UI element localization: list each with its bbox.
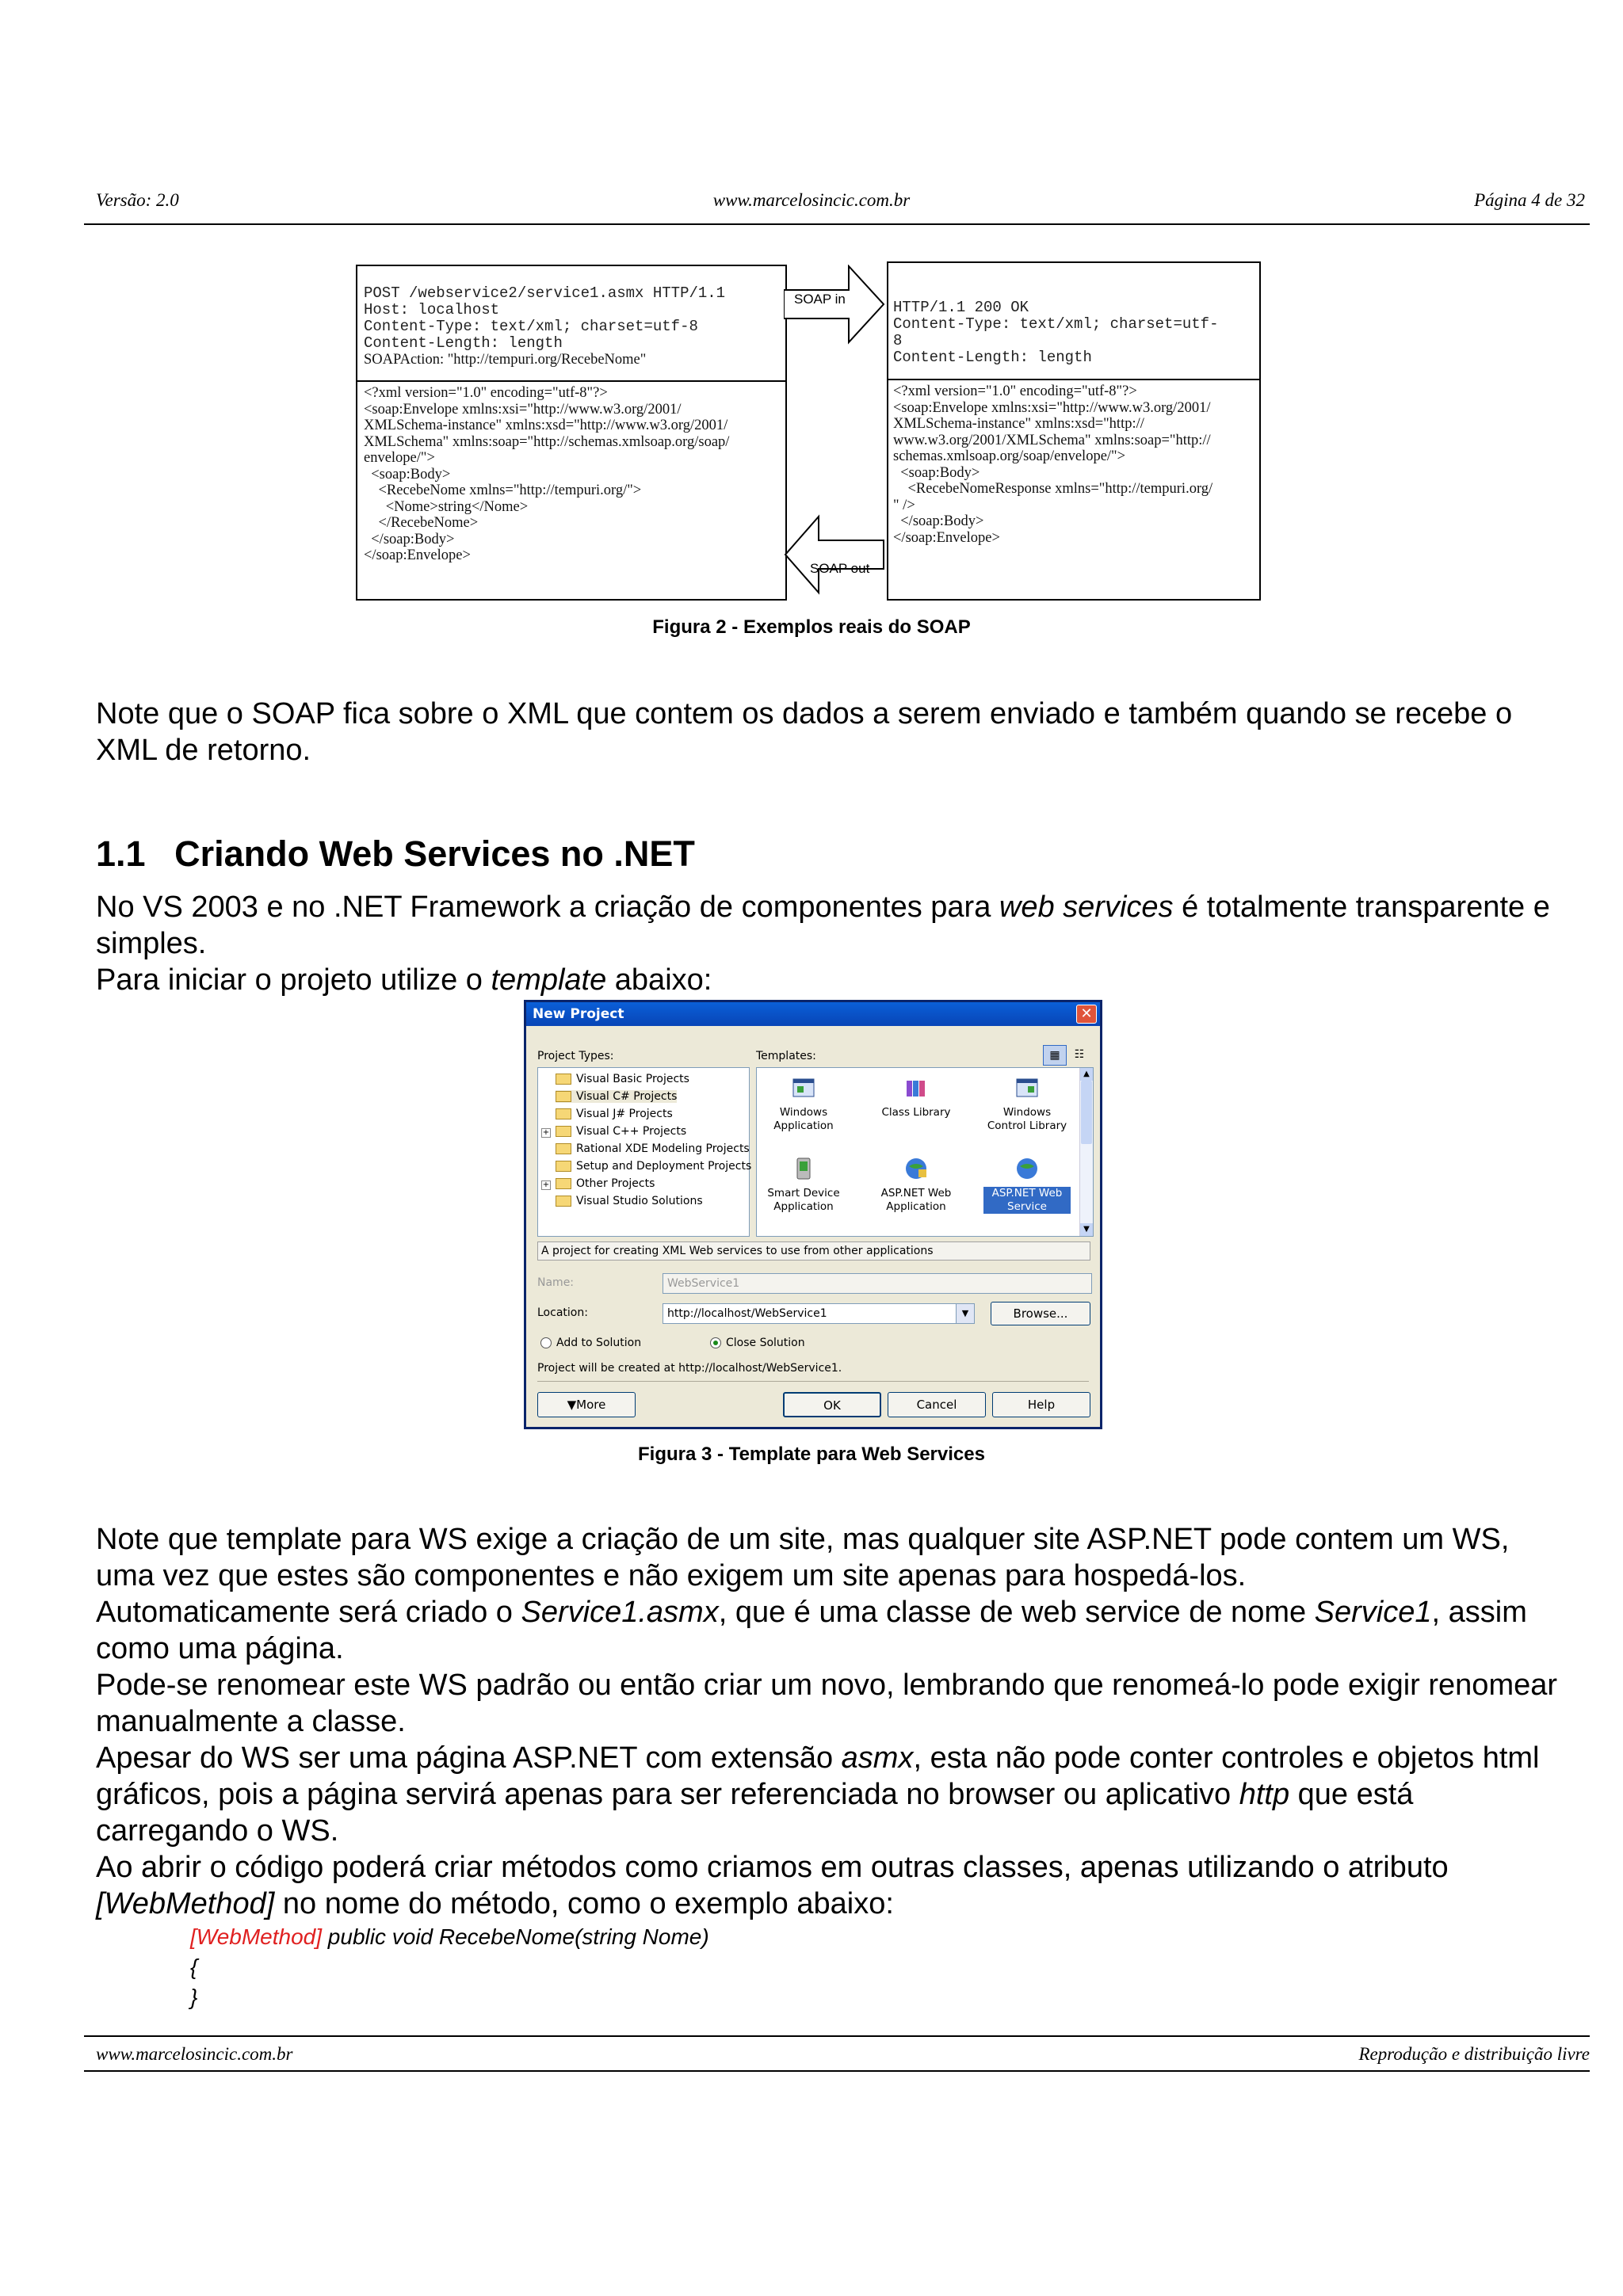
code-line <box>190 1922 709 1952</box>
template-description: A project for creating XML Web services to use from other applications <box>537 1241 1090 1261</box>
paragraph-line <box>96 889 1570 962</box>
soap-out-arrow <box>785 517 884 593</box>
request-separator <box>357 380 785 382</box>
response-body-line: " /> <box>893 497 915 513</box>
radio-label: Close Solution <box>726 1337 805 1349</box>
template-label: Class Library <box>881 1106 951 1119</box>
tree-item-rational[interactable] <box>556 1142 750 1155</box>
header-site: www.marcelosincic.com.br <box>712 190 911 210</box>
globe-icon <box>1014 1155 1041 1182</box>
request-body-line: XMLSchema" xmlns:soap="http://schemas.xmlsoap.org/soap/ <box>364 433 730 450</box>
paragraph-text <box>96 1594 1570 1667</box>
soap-arrows <box>784 265 887 597</box>
text-run: Automaticamente será criado o <box>96 1596 521 1629</box>
paragraph-line <box>96 962 1570 998</box>
response-body-line: <?xml version="1.0" encoding="utf-8"?> <box>893 383 1137 399</box>
tree-item-other[interactable] <box>541 1177 655 1190</box>
response-body-line: </soap:Body> <box>893 513 984 529</box>
project-types-tree[interactable] <box>537 1067 750 1237</box>
soap-out-label: SOAP out <box>810 561 870 576</box>
request-body-line: </soap:Body> <box>364 531 455 547</box>
tree-item-csharp[interactable] <box>556 1090 677 1103</box>
tree-item-label: Rational XDE Modeling Projects <box>576 1142 750 1155</box>
paragraph-intro <box>96 889 1570 998</box>
location-field[interactable] <box>663 1303 975 1324</box>
request-body-line: <soap:Envelope xmlns:xsi="http://www.w3.org/2001/ <box>364 401 682 418</box>
tree-item-solutions[interactable] <box>556 1195 703 1207</box>
folder-icon <box>556 1161 571 1172</box>
tree-item-jsharp[interactable] <box>556 1108 673 1120</box>
text-emphasis: asmx <box>841 1741 914 1775</box>
section-number: 1.1 <box>96 833 146 874</box>
response-body-line: schemas.xmlsoap.org/soap/envelope/"> <box>893 448 1126 464</box>
help-button[interactable]: Help <box>992 1392 1090 1417</box>
request-body-line: <RecebeNome xmlns="http://tempuri.org/"> <box>364 482 642 498</box>
response-header-line: Content-Type: text/xml; charset=utf- <box>893 315 1219 333</box>
folder-icon <box>556 1126 571 1137</box>
footer-rule-bottom <box>84 2070 1590 2072</box>
soap-in-label: SOAP in <box>794 292 846 307</box>
text-emphasis: http <box>1239 1778 1290 1811</box>
request-body-line: XMLSchema-instance" xmlns:xsd="http://www.w3.org/2001/ <box>364 418 728 433</box>
response-body-line: XMLSchema-instance" xmlns:xsd="http:// <box>893 416 1144 432</box>
soap-response-headers <box>893 299 1218 366</box>
request-body-line: </soap:Envelope> <box>364 547 471 563</box>
response-body-line: <RecebeNomeResponse xmlns="http://tempuri.org/ <box>893 481 1213 497</box>
soap-response-box <box>887 261 1261 601</box>
tree-item-label: Visual C# Projects <box>576 1090 678 1103</box>
tree-item-cpp[interactable] <box>541 1125 686 1138</box>
tree-item-label: Visual J# Projects <box>576 1108 673 1120</box>
header-version: Versão: 2.0 <box>96 190 179 210</box>
template-windows-application[interactable] <box>760 1074 847 1133</box>
code-signature: public void RecebeNome(string Nome) <box>322 1924 709 1949</box>
text-run: , assim como uma página. <box>96 1596 1527 1665</box>
footer-site: www.marcelosincic.com.br <box>96 2044 293 2064</box>
template-label-selected: ASP.NET Web Service <box>983 1187 1071 1214</box>
project-location-note: Project will be created at http://localhost/WebService1. <box>537 1362 842 1375</box>
template-label: ASP.NET Web Application <box>880 1187 952 1213</box>
list-view-icon[interactable]: ☷ <box>1074 1048 1085 1061</box>
folder-open-icon <box>556 1091 571 1102</box>
paragraph-text: Note que template para WS exige a criação de um site, mas qualquer site ASP.NET pode contem um WS, uma vez que estes são componentes e não exigem um site apenas para hospedá-los. <box>96 1523 1510 1592</box>
tree-item-label: Visual Basic Projects <box>576 1073 689 1085</box>
close-solution-radio[interactable] <box>710 1337 805 1349</box>
smart-device-icon <box>790 1155 817 1182</box>
cancel-button[interactable]: Cancel <box>888 1392 986 1417</box>
tree-item-label: Visual Studio Solutions <box>576 1195 703 1207</box>
globe-icon <box>903 1155 930 1182</box>
chevron-down-icon[interactable]: ▼ <box>956 1304 974 1323</box>
template-smart-device-application[interactable] <box>760 1155 847 1214</box>
dialog-title: New Project <box>533 1006 624 1022</box>
folder-icon <box>556 1143 571 1154</box>
text-emphasis: template <box>491 963 607 997</box>
templates-scrollbar[interactable] <box>1079 1068 1093 1236</box>
paragraph-text <box>96 1740 1570 1849</box>
text-run: No VS 2003 e no .NET Framework a criação de componentes para <box>96 891 999 924</box>
folder-icon <box>556 1074 571 1085</box>
template-label: Windows Control Library <box>987 1106 1067 1132</box>
request-header-line: Content-Type: text/xml; charset=utf-8 <box>364 318 698 335</box>
footer-rights: Reprodução e distribuição livre <box>1358 2044 1590 2064</box>
text-emphasis: [WebMethod] <box>96 1887 275 1920</box>
radio-label: Add to Solution <box>556 1337 642 1349</box>
folder-icon <box>556 1108 571 1119</box>
text-run: , que é uma classe de web service de nome <box>718 1596 1315 1629</box>
figure2-caption: Figura 2 - Exemplos reais do SOAP <box>652 616 971 638</box>
more-label: More <box>576 1398 606 1412</box>
text-run: Para iniciar o projeto utilize o <box>96 963 491 997</box>
request-header-line: SOAPAction: "http://tempuri.org/RecebeNome" <box>364 352 647 368</box>
response-header-line: Content-Length: length <box>893 349 1092 366</box>
template-aspnet-web-service[interactable] <box>983 1155 1071 1214</box>
dialog-title-bar[interactable] <box>526 1002 1100 1026</box>
large-icons-view-icon[interactable]: ▦ <box>1043 1045 1067 1066</box>
text-emphasis: Service1.asmx <box>521 1596 719 1629</box>
response-body-line: </soap:Envelope> <box>893 529 1000 546</box>
class-library-icon <box>903 1074 930 1101</box>
header-page-number: Página 4 de 32 <box>1474 190 1585 210</box>
soap-request-headers <box>364 285 725 368</box>
tree-item-label: Visual C++ Projects <box>576 1125 687 1138</box>
code-line: { <box>190 1955 198 1979</box>
text-run: , esta não pode conter controles e objetos html gráficos, pois a página servirá apenas para ser referenciada no browser ou aplicativo <box>96 1741 1540 1811</box>
text-emphasis: web services <box>999 891 1174 924</box>
tree-item-label: Setup and Deployment Projects <box>576 1160 752 1173</box>
request-header-line: Host: localhost <box>364 301 500 318</box>
name-field[interactable]: WebService1 <box>663 1273 1092 1294</box>
templates-label: Templates: <box>756 1050 816 1062</box>
text-emphasis: Service1 <box>1314 1596 1432 1629</box>
template-class-library[interactable] <box>873 1074 960 1119</box>
request-body-line: <soap:Body> <box>364 466 451 482</box>
request-body-line: <Nome>string</Nome> <box>364 498 529 515</box>
add-to-solution-radio[interactable] <box>540 1337 641 1349</box>
soap-request-body <box>364 385 729 564</box>
code-line: } <box>190 1985 198 2009</box>
location-label: Location: <box>537 1306 588 1319</box>
template-aspnet-web-application[interactable] <box>873 1155 960 1214</box>
figure3-caption: Figura 3 - Template para Web Services <box>638 1444 985 1465</box>
section-title: Criando Web Services no .NET <box>174 833 695 874</box>
location-value: http://localhost/WebService1 <box>667 1307 827 1320</box>
ok-button[interactable]: OK <box>783 1392 881 1417</box>
close-icon[interactable]: ✕ <box>1076 1005 1097 1024</box>
windows-app-icon <box>790 1074 817 1101</box>
response-separator <box>888 379 1259 380</box>
expand-icon[interactable]: + <box>542 1128 550 1137</box>
text-run: que está carregando o WS. <box>96 1778 1414 1848</box>
radio-icon <box>540 1337 552 1348</box>
response-body-line: <soap:Body> <box>893 464 980 481</box>
tree-item-vb[interactable] <box>556 1073 689 1085</box>
folder-icon <box>556 1196 571 1207</box>
templates-list[interactable] <box>756 1067 1094 1237</box>
paragraph-text <box>96 1849 1570 1922</box>
code-sample <box>190 1922 709 2012</box>
tree-item-label: Other Projects <box>576 1177 655 1190</box>
code-attribute: [WebMethod] <box>190 1924 323 1949</box>
dialog-divider <box>537 1381 1089 1382</box>
request-header-line: Content-Length: length <box>364 334 563 352</box>
footer-rule-top <box>84 2035 1590 2037</box>
soap-request-box <box>356 265 787 601</box>
radio-selected-icon <box>710 1337 721 1348</box>
scroll-up-icon[interactable]: ▲ <box>1080 1068 1093 1081</box>
response-header-line: HTTP/1.1 200 OK <box>893 299 1029 316</box>
more-button[interactable] <box>537 1392 636 1417</box>
soap-response-body <box>893 383 1212 546</box>
text-run: no nome do método, como o exemplo abaixo: <box>274 1887 894 1920</box>
paragraph-text: Pode-se renomear este WS padrão ou então criar um novo, lembrando que renomeá-lo pode exigir renomear manualmente a classe. <box>96 1669 1558 1738</box>
response-header-line: 8 <box>893 332 903 349</box>
text-run: é totalmente transparente e simples. <box>96 891 1550 960</box>
template-label: Windows Application <box>773 1106 834 1132</box>
name-label: Name: <box>537 1276 575 1289</box>
header-rule <box>84 223 1590 225</box>
text-run: abaixo: <box>606 963 712 997</box>
scroll-thumb[interactable] <box>1081 1081 1092 1144</box>
project-types-label: Project Types: <box>537 1050 614 1062</box>
expand-icon[interactable]: + <box>542 1180 550 1189</box>
more-arrow-icon: ▼ <box>567 1398 577 1412</box>
request-header-line: POST /webservice2/service1.asmx HTTP/1.1 <box>364 284 726 302</box>
section-heading <box>96 833 695 875</box>
browse-button[interactable]: Browse... <box>991 1302 1090 1325</box>
response-body-line: www.w3.org/2001/XMLSchema" xmlns:soap="http:// <box>893 432 1211 448</box>
request-body-line: <?xml version="1.0" encoding="utf-8"?> <box>364 385 608 401</box>
control-library-icon <box>1014 1074 1041 1101</box>
text-run: Apesar do WS ser uma página ASP.NET com extensão <box>96 1741 842 1775</box>
response-body-line: <soap:Envelope xmlns:xsi="http://www.w3.org/2001/ <box>893 399 1211 416</box>
scroll-down-icon[interactable]: ▼ <box>1080 1223 1093 1236</box>
paragraph-soap-note <box>96 696 1570 769</box>
template-label: Smart Device Application <box>767 1187 840 1213</box>
new-project-dialog <box>524 1000 1102 1429</box>
text-run: Ao abrir o código poderá criar métodos como criamos em outras classes, apenas utilizando o atributo <box>96 1851 1449 1884</box>
paragraph-text: Note que o SOAP fica sobre o XML que contem os dados a serem enviado e também quando se recebe o XML de retorno. <box>96 697 1513 767</box>
request-body-line: envelope/"> <box>364 450 435 466</box>
folder-icon <box>556 1178 571 1189</box>
request-body-line: </RecebeNome> <box>364 515 479 531</box>
paragraph-template-notes <box>96 1521 1570 1922</box>
template-windows-control-library[interactable] <box>983 1074 1071 1133</box>
tree-item-setup[interactable] <box>556 1160 751 1173</box>
